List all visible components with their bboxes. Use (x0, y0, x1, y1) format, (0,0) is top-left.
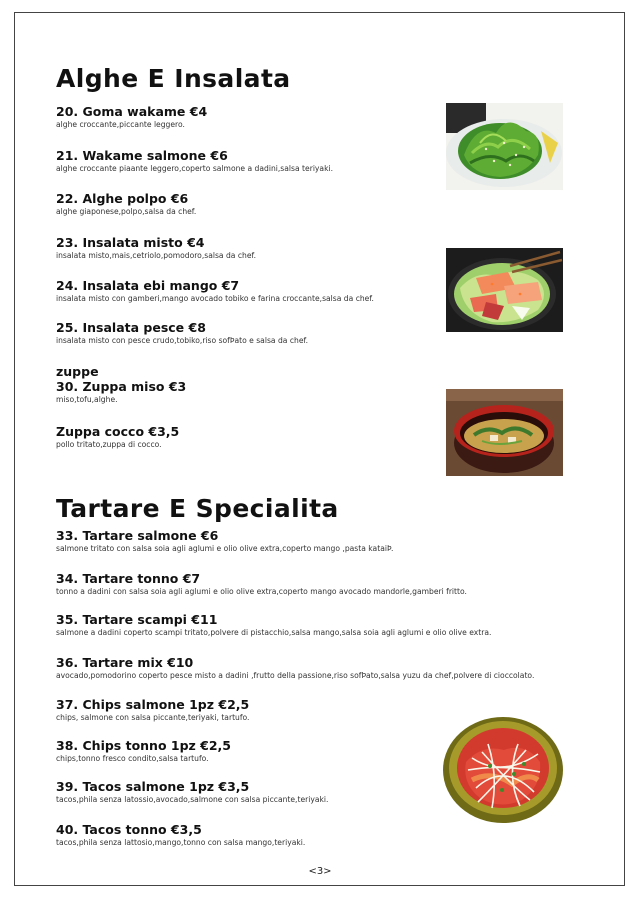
menu-item-description: alghe croccante piaante leggero,coperto salmone a dadini,salsa teriyaki. (56, 164, 333, 173)
page-number: <3> (308, 866, 332, 877)
menu-item (56, 612, 576, 638)
menu-item-title: 24. Insalata ebi mango €7 (56, 278, 240, 293)
menu-item (56, 191, 576, 217)
menu-item-title: 40. Tacos tonno €3,5 (56, 822, 202, 837)
menu-item-description: insalata misto con pesce crudo,tobiko,riso sofÞato e salsa da chef. (56, 336, 309, 345)
menu-item-description: alghe croccante,piccante leggero. (56, 120, 185, 129)
menu-item-description: tonno a dadini con salsa soia agli aglumi e olio olive extra,coperto mango avocado mandorle,gamberi fritto. (56, 587, 467, 596)
subsection-label-zuppe: zuppe (56, 364, 99, 379)
menu-item-title: 25. Insalata pesce €8 (56, 320, 206, 335)
menu-item-title: 23. Insalata misto €4 (56, 235, 205, 250)
menu-item-title: 39. Tacos salmone 1pz €3,5 (56, 779, 250, 794)
salmon-salad-photo (446, 248, 563, 332)
menu-item-description: tacos,phila senza latossio,avocado,salmone con salsa piccante,teriyaki. (56, 795, 329, 804)
menu-item-title: 37. Chips salmone 1pz €2,5 (56, 697, 250, 712)
menu-item-description: avocado,pomodorino coperto pesce misto a dadini ,frutto della passione,riso sofÞato,salsa yuzu da chef,polvere di cioccolato. (56, 671, 535, 680)
menu-item-description: alghe giaponese,polpo,salsa da chef. (56, 207, 197, 216)
menu-item-description: pollo tritato,zuppa di cocco. (56, 440, 162, 449)
menu-item-title: 21. Wakame salmone €6 (56, 148, 228, 163)
menu-item-title: 38. Chips tonno 1pz €2,5 (56, 738, 232, 753)
menu-item-description: miso,tofu,alghe. (56, 395, 118, 404)
menu-item-description: insalata misto,mais,cetriolo,pomodoro,salsa da chef. (56, 251, 257, 260)
menu-item-title: Zuppa cocco €3,5 (56, 424, 180, 439)
menu-item (56, 655, 576, 681)
menu-item-description: tacos,phila senza lattosio,mango,tonno con salsa mango,teriyaki. (56, 838, 306, 847)
menu-item-title: 33. Tartare salmone €6 (56, 528, 219, 543)
tartare-photo (442, 714, 564, 824)
menu-item-description: salmone a dadini coperto scampi tritato,polvere di pistacchio,salsa mango,salsa soia agli aglumi e olio olive extra. (56, 628, 492, 637)
menu-item-description: salmone tritato con salsa soia agli aglumi e olio olive extra,coperto mango ,pasta kataiÞ. (56, 544, 394, 553)
menu-item-description: chips,tonno fresco condito,salsa tartufo. (56, 754, 209, 763)
menu-item (56, 822, 576, 848)
menu-item-description: insalata misto con gamberi,mango avocado tobiko e farina croccante,salsa da chef. (56, 294, 374, 303)
seaweed-salad-photo (446, 103, 563, 190)
menu-item (56, 528, 576, 554)
menu-item-title: 20. Goma wakame €4 (56, 104, 208, 119)
menu-item (56, 571, 576, 597)
section-title-alghe-insalata: Alghe E Insalata (56, 64, 291, 93)
miso-soup-photo (446, 389, 563, 476)
menu-item-title: 35. Tartare scampi €11 (56, 612, 218, 627)
section-title-tartare-specialita: Tartare E Specialita (56, 494, 339, 523)
menu-item-title: 36. Tartare mix €10 (56, 655, 194, 670)
menu-item-description: chips, salmone con salsa piccante,teriyaki, tartufo. (56, 713, 250, 722)
menu-item-title: 34. Tartare tonno €7 (56, 571, 201, 586)
menu-item-title: 22. Alghe polpo €6 (56, 191, 189, 206)
menu-item-title: 30. Zuppa miso €3 (56, 379, 187, 394)
